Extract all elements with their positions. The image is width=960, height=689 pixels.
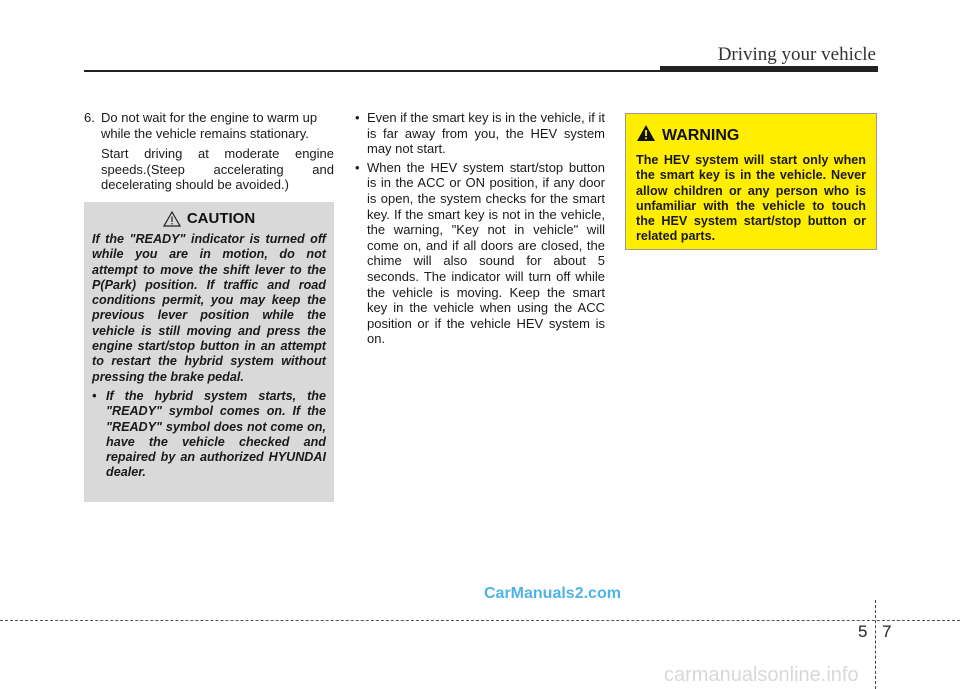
warning-text: The HEV system will start only when the smart key is in the vehicle. Never allow children or any person who is unfamiliar with the vehicle to touch the HEV system start/stop button or related parts. xyxy=(636,153,866,244)
bullet-dot: • xyxy=(92,388,97,403)
list-item-text: Even if the smart key is in the vehicle, if it is far away from you, the HEV system may not start. xyxy=(367,110,605,157)
warning-triangle-icon xyxy=(636,124,656,147)
step-detail: Start driving at moderate engine speeds.(Steep accelerating and decelerating should be avoided.) xyxy=(101,146,334,193)
page-divider xyxy=(875,600,876,689)
footer-rule xyxy=(0,620,960,621)
step-number: 6. xyxy=(84,110,95,125)
caution-header xyxy=(92,210,326,227)
step-text: Do not wait for the engine to warm up while the vehicle remains stationary. xyxy=(101,110,318,141)
middle-column xyxy=(355,110,605,350)
warning-title: WARNING xyxy=(662,126,740,144)
list-item xyxy=(355,160,605,347)
page-number: 7 xyxy=(882,622,892,641)
caution-bullet xyxy=(92,389,326,481)
caution-title: CAUTION xyxy=(186,210,256,227)
left-column xyxy=(84,110,334,193)
section-title: Driving your vehicle xyxy=(717,44,876,65)
list-item-text: When the HEV system start/stop button is in the ACC or ON position, if any door is open, the system checks for the smart key. If the smart key is not in the vehicle, the warning, "Key not in vehicle" will come on, and if all doors are closed, the chime will also sound for about 5 seconds. The indicator will turn off while the vehicle is moving. Keep the smart key in the vehicle when using the ACC position or if the vehicle HEV system is on. xyxy=(367,159,605,347)
section-number: 5 xyxy=(858,622,868,641)
bullet-dot: • xyxy=(355,110,360,125)
header-rule xyxy=(84,70,660,72)
caution-text: If the "READY" indicator is turned off while you are in motion, do not attempt to move the shift lever to the P(Park) position. If traffic and road conditions permit, you may keep the previous lever position while the vehicle is still moving and press the engine start/stop button in an attempt to restart the hybrid system without pressing the brake pedal. xyxy=(92,232,326,384)
header-rule-thick xyxy=(660,66,878,72)
caution-triangle-icon xyxy=(163,211,181,227)
step-6 xyxy=(84,110,334,141)
warning-header xyxy=(636,124,866,147)
source-watermark: carmanualsonline.info xyxy=(664,664,859,686)
caution-box xyxy=(84,202,334,502)
warning-box xyxy=(625,113,877,250)
watermark-link[interactable]: CarManuals2.com xyxy=(484,585,621,602)
list-item xyxy=(355,110,605,157)
caution-bullet-text: If the hybrid system starts, the "READY" symbol comes on. If the "READY" symbol does not come on, have the vehicle checked and repaired by an authorized HYUNDAI dealer. xyxy=(106,388,326,480)
bullet-dot: • xyxy=(355,159,360,175)
